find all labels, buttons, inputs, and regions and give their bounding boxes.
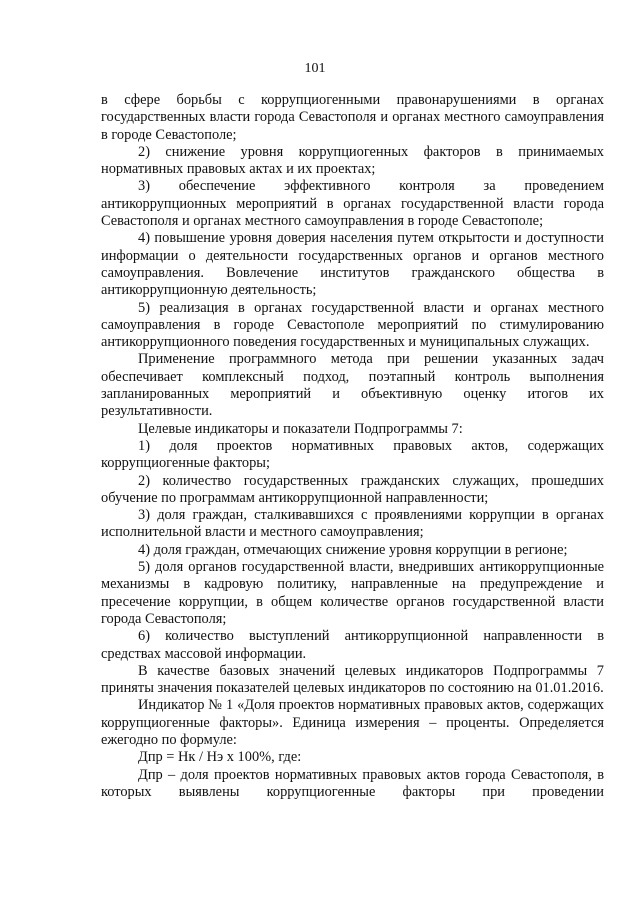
paragraph-indicator-1: 1) доля проектов нормативных правовых актов, содержащих коррупциогенные факторы; [101, 437, 604, 472]
paragraph-indicator-4: 4) доля граждан, отмечающих снижение уровня коррупции в регионе; [138, 541, 568, 558]
paragraph-formula-explanation: Дпр – доля проектов нормативных правовых актов города Севастополя, в которых выявлены коррупциогенные факторы при проведении [101, 766, 604, 800]
paragraph-indicator-3: 3) доля граждан, сталкивавшихся с проявлениями коррупции в органах исполнительной власти и местного самоуправления; [101, 507, 604, 541]
paragraph-task-2: 2) снижение уровня коррупциогенных факторов в принимаемых нормативных правовых актах и их проектах; [101, 143, 604, 178]
paragraph-task-3: 3) обеспечение эффективного контроля за проведением антикоррупционных мероприятий в органах государственной власти города Севастополя и органах местного самоуправления в городе Севастополе; [101, 178, 604, 230]
document-body [101, 92, 604, 801]
paragraph-indicator-5: 5) доля органов государственной власти, внедривших антикоррупционные механизмы в кадровую политику, направленные на предупреждение и пресечение коррупции, в общем количестве органов государственной власти города Севастополя; [101, 559, 604, 627]
paragraph-task-4: 4) повышение уровня доверия населения путем открытости и доступности информации о деятельности государственных органов и органов местного самоуправления. Вовлечение институтов гражданского общества в антикоррупционную деятельность; [101, 230, 604, 299]
paragraph-base-values: В качестве базовых значений целевых индикаторов Подпрограммы 7 приняты значения показателей целевых индикаторов по состоянию на 01.01.2016. [101, 662, 604, 697]
paragraph-indicator-1-definition: Индикатор № 1 «Доля проектов нормативных правовых актов, содержащих коррупциогенные факторы». Единица измерения – проценты. Определяется ежегодно по формуле: [101, 697, 604, 748]
page-number: 101 [304, 61, 326, 76]
paragraph-indicators-heading: Целевые индикаторы и показатели Подпрограммы 7: [138, 420, 463, 437]
paragraph-continuation: в сфере борьбы с коррупциогенными правонарушениями в органах государственных власти города Севастополя и органах местного самоуправления в городе Севастополе; [101, 92, 604, 143]
paragraph-program-method: Применение программного метода при решении указанных задач обеспечивает комплексный подход, поэтапный контроль выполнения запланированных мероприятий и объективную оценку итогов их результативности. [101, 351, 604, 420]
paragraph-formula: Дпр = Нк / Нэ х 100%, где: [138, 749, 302, 766]
paragraph-task-5: 5) реализация в органах государственной власти и органах местного самоуправления в городе Севастополе мероприятий по стимулированию антикоррупционного поведения государственных и муниципальных служащих. [101, 299, 604, 351]
paragraph-indicator-2: 2) количество государственных гражданских служащих, прошедших обучение по программам антикоррупционной направленности; [101, 472, 604, 506]
paragraph-indicator-6: 6) количество выступлений антикоррупционной направленности в средствах массовой информации. [101, 628, 604, 662]
